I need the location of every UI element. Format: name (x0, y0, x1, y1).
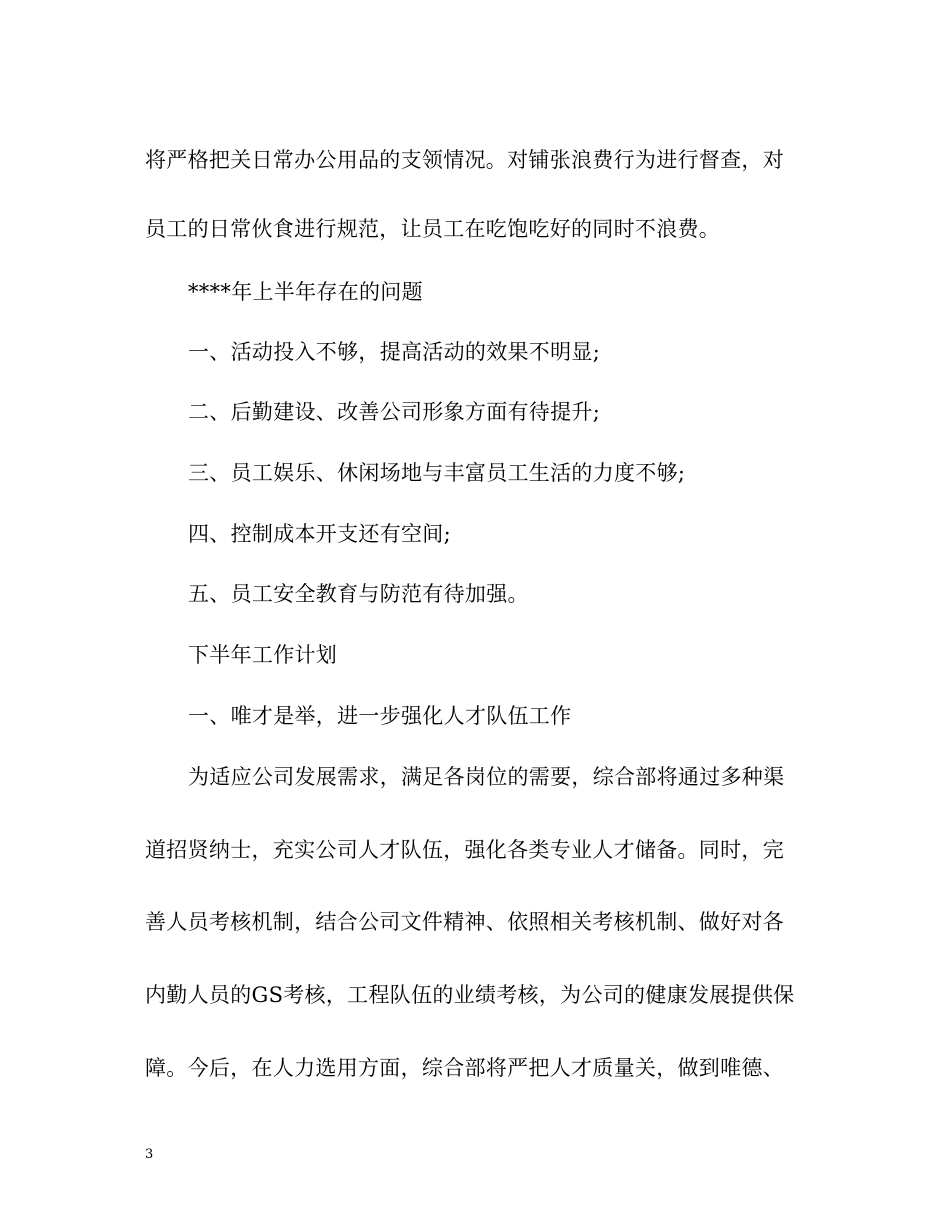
list-item: 四、控制成本开支还有空间; (188, 522, 451, 546)
list-item: 一、活动投入不够，提高活动的效果不明显; (188, 340, 601, 364)
list-item: 五、员工安全教育与防范有待加强。 (188, 582, 529, 606)
paragraph-line: 将严格把关日常办公用品的支领情况。对铺张浪费行为进行督查，对 (145, 148, 784, 172)
paragraph-line: 员工的日常伙食进行规范，让员工在吃饱吃好的同时不浪费。 (145, 217, 721, 241)
section-heading: 下半年工作计划 (188, 643, 338, 667)
paragraph-line: 善人员考核机制，结合公司文件精神、依照相关考核机制、做好对各 (145, 910, 784, 934)
paragraph-line: 道招贤纳士，充实公司人才队伍，强化各类专业人才储备。同时，完 (145, 838, 784, 862)
paragraph-line: 内勤人员的GS考核，工程队伍的业绩考核，为公司的健康发展提供保 (145, 983, 795, 1007)
list-item: 三、员工娱乐、休闲场地与丰富员工生活的力度不够; (188, 461, 686, 485)
list-item: 二、后勤建设、改善公司形象方面有待提升; (188, 400, 601, 424)
section-heading: ****年上半年存在的问题 (188, 280, 423, 304)
page-number: 3 (145, 1147, 154, 1162)
subsection-heading: 一、唯才是举，进一步强化人才队伍工作 (188, 704, 572, 728)
paragraph-line: 障。今后，在人力选用方面，综合部将严把人才质量关，做到唯德、 (145, 1056, 784, 1080)
paragraph-line: 为适应公司发展需求，满足各岗位的需要，综合部将通过多种渠 (188, 765, 785, 789)
